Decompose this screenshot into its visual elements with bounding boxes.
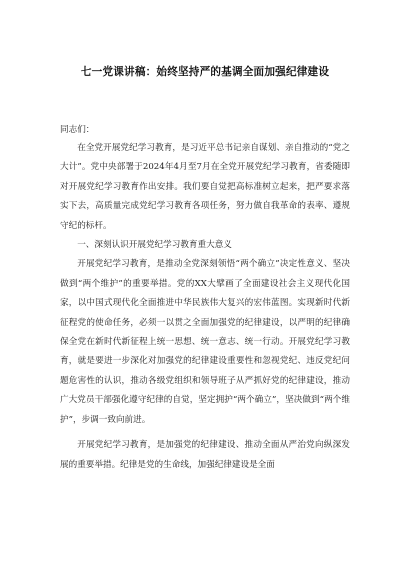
salutation: 同志们： — [60, 125, 95, 135]
document-title: 七一党课讲稿：始终坚持严的基调全面加强纪律建设 — [80, 66, 330, 78]
paragraph-intro: 在全党开展党纪学习教育，是习近平总书记亲自谋划、亲自推动的“党之大计”。党中央部署于2024年4月至7月在全党开展党纪学习教育，省委随即对开展党纪学习教育作出安排。我们要自觉把高标准树立起来，把严要求落实下去，高质量完成党纪学习教育各项任务，努力做自我革命的表率、遵规守纪的标杆。 — [60, 143, 350, 231]
section-heading-1: 一、深刻认识开展党纪学习教育重大意义 — [77, 240, 232, 251]
paragraph-significance: 开展党纪学习教育，是推动全党深刻领悟“两个确立”决定性意义、坚决做到“两个维护”的重要举措。党的XX大擘画了全面建设社会主义现代化国家，以中国式现代化全面推进中华民族伟大复兴的宏伟蓝图。实现新时代新征程党的使命任务，必须一以贯之全面加强党的纪律建设，以严明的纪律确保全党在新时代新征程上统一思想、统一意志、统一行动。开展党纪学习教育，就是要进一步深化对加强党的纪律建设重要性和忽视党纪、违反党纪问题危害性的认识，推动各级党组织和领导班子从严抓好党的纪律建设，推动广大党员干部强化遵守纪律的自觉，坚定拥护“两个确立”，坚决做到“两个维护”，步调一致向前进。 — [60, 259, 350, 425]
paragraph-discipline: 开展党纪学习教育，是加强党的纪律建设、推动全面从严治党向纵深发展的重要举措。纪律是党的生命线，加强纪律建设是全面 — [60, 440, 350, 470]
